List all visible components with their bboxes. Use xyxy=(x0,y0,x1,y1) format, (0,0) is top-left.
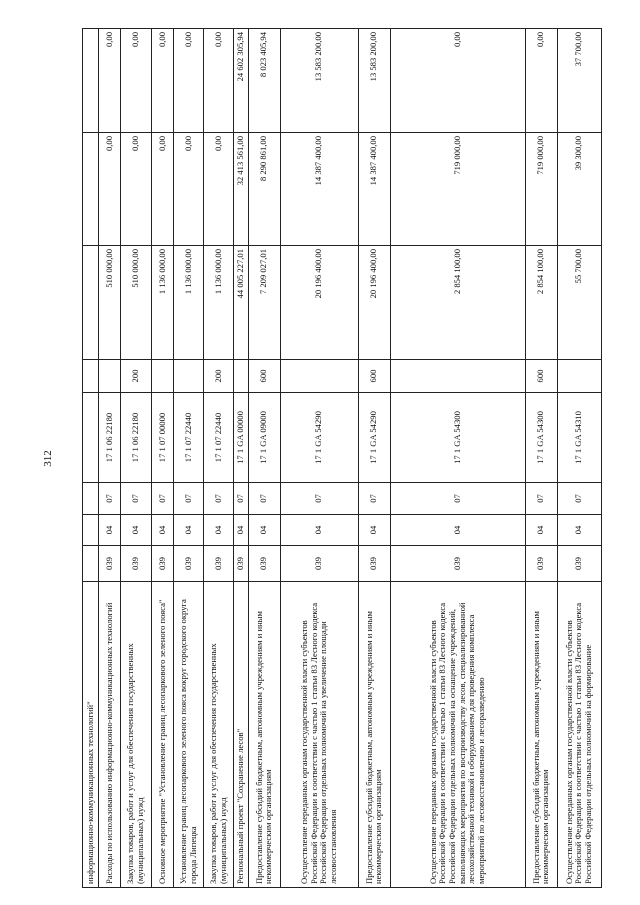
subsection-code-cell: 07 xyxy=(234,483,249,515)
table-row xyxy=(358,29,390,888)
expense-type-cell xyxy=(390,360,525,393)
table-row xyxy=(525,29,557,888)
amount-year3-cell: 0,00 xyxy=(152,29,174,133)
expense-type-cell xyxy=(83,360,99,393)
table-row xyxy=(557,29,601,888)
subsection-code-cell: 07 xyxy=(390,483,525,515)
table-row xyxy=(174,29,204,888)
item-name-cell: Предоставление субсидий бюджетным, автономным учреждениям и иным некоммерческим организациям xyxy=(248,582,280,888)
item-name-cell: Основное мероприятие "Установление границ лесопаркового зеленого пояса" xyxy=(152,582,174,888)
expense-type-cell: 600 xyxy=(525,360,557,393)
amount-year1-cell: 2 854 100,00 xyxy=(525,246,557,360)
amount-year3-cell xyxy=(83,29,99,133)
table-row xyxy=(204,29,234,888)
amount-year1-cell: 510 000,00 xyxy=(121,246,152,360)
amount-year1-cell: 1 136 000,00 xyxy=(204,246,234,360)
admin-code-cell: 039 xyxy=(525,546,557,582)
expense-type-cell xyxy=(280,360,358,393)
target-article-cell: 17 1 GA 54310 xyxy=(557,393,601,483)
section-code-cell: 04 xyxy=(557,515,601,546)
amount-year1-cell: 510 000,00 xyxy=(99,246,121,360)
amount-year2-cell: 8 290 861,00 xyxy=(248,133,280,246)
table-row xyxy=(121,29,152,888)
target-article-cell: 17 1 GA 54300 xyxy=(525,393,557,483)
admin-code-cell: 039 xyxy=(99,546,121,582)
item-name-cell: Расходы по использованию информационно-коммуникационных технологий xyxy=(99,582,121,888)
target-article-cell: 17 1 GA 09000 xyxy=(248,393,280,483)
amount-year2-cell: 0,00 xyxy=(174,133,204,246)
amount-year2-cell: 0,00 xyxy=(152,133,174,246)
amount-year2-cell: 719 000,00 xyxy=(525,133,557,246)
section-code-cell: 04 xyxy=(390,515,525,546)
table-row xyxy=(280,29,358,888)
amount-year2-cell xyxy=(83,133,99,246)
expense-type-cell xyxy=(557,360,601,393)
amount-year3-cell: 24 602 305,94 xyxy=(234,29,249,133)
amount-year2-cell: 32 413 561,00 xyxy=(234,133,249,246)
expense-type-cell: 200 xyxy=(204,360,234,393)
subsection-code-cell: 07 xyxy=(204,483,234,515)
expense-type-cell: 600 xyxy=(248,360,280,393)
amount-year3-cell: 0,00 xyxy=(99,29,121,133)
section-code-cell: 04 xyxy=(280,515,358,546)
subsection-code-cell: 07 xyxy=(174,483,204,515)
admin-code-cell: 039 xyxy=(152,546,174,582)
amount-year1-cell: 1 136 000,00 xyxy=(174,246,204,360)
target-article-cell: 17 1 GA 00000 xyxy=(234,393,249,483)
amount-year3-cell: 0,00 xyxy=(204,29,234,133)
target-article-cell: 17 1 GA 54290 xyxy=(358,393,390,483)
subsection-code-cell: 07 xyxy=(99,483,121,515)
section-code-cell: 04 xyxy=(234,515,249,546)
section-code-cell: 04 xyxy=(248,515,280,546)
subsection-code-cell: 07 xyxy=(248,483,280,515)
amount-year2-cell: 0,00 xyxy=(99,133,121,246)
item-name-cell: Осуществление переданных органам государственной власти субъектов Российской Федерации в соответствии с частью 1 статьи 83 Лесного кодекса Российской Федерации отдельных полномочий на увеличение площади лесовосстановления xyxy=(280,582,358,888)
amount-year2-cell: 0,00 xyxy=(121,133,152,246)
section-code-cell: 04 xyxy=(204,515,234,546)
section-code-cell: 04 xyxy=(99,515,121,546)
expense-type-cell xyxy=(99,360,121,393)
subsection-code-cell: 07 xyxy=(121,483,152,515)
subsection-code-cell: 07 xyxy=(152,483,174,515)
table-row xyxy=(152,29,174,888)
expense-type-cell xyxy=(234,360,249,393)
amount-year1-cell: 20 196 400,00 xyxy=(358,246,390,360)
amount-year1-cell: 20 196 400,00 xyxy=(280,246,358,360)
table-body xyxy=(83,29,602,888)
amount-year2-cell: 14 387 400,00 xyxy=(358,133,390,246)
item-name-cell: Закупка товаров, работ и услуг для обеспечения государственных (муниципальных) нужд xyxy=(121,582,152,888)
item-name-cell: Предоставление субсидий бюджетным, автономным учреждениям и иным некоммерческим организациям xyxy=(358,582,390,888)
target-article-cell: 17 1 GA 54290 xyxy=(280,393,358,483)
amount-year1-cell: 2 854 100,00 xyxy=(390,246,525,360)
expense-type-cell: 200 xyxy=(121,360,152,393)
amount-year2-cell: 14 387 400,00 xyxy=(280,133,358,246)
page-number: 312 xyxy=(42,450,54,467)
section-code-cell: 04 xyxy=(358,515,390,546)
item-name-cell: Осуществление переданных органам государственной власти субъектов Российской Федерации в соответствии с частью 1 статьи 83 Лесного кодекса Российской Федерации отдельных полномочий на формирование xyxy=(557,582,601,888)
rotated-page xyxy=(41,29,611,888)
amount-year1-cell: 7 209 027,01 xyxy=(248,246,280,360)
amount-year3-cell: 37 700,00 xyxy=(557,29,601,133)
subsection-code-cell: 07 xyxy=(280,483,358,515)
amount-year2-cell: 0,00 xyxy=(204,133,234,246)
admin-code-cell: 039 xyxy=(174,546,204,582)
amount-year1-cell: 55 700,00 xyxy=(557,246,601,360)
table-row xyxy=(390,29,525,888)
table-row xyxy=(234,29,249,888)
admin-code-cell: 039 xyxy=(557,546,601,582)
item-name-cell: Закупка товаров, работ и услуг для обеспечения государственных (муниципальных) нужд xyxy=(204,582,234,888)
section-code-cell xyxy=(83,515,99,546)
item-name-cell: Региональный проект "Сохранение лесов" xyxy=(234,582,249,888)
amount-year3-cell: 8 023 405,94 xyxy=(248,29,280,133)
amount-year2-cell: 719 000,00 xyxy=(390,133,525,246)
amount-year3-cell: 0,00 xyxy=(121,29,152,133)
target-article-cell xyxy=(83,393,99,483)
subsection-code-cell xyxy=(83,483,99,515)
item-name-cell: Осуществление переданных органам государственной власти субъектов Российской Федерации в соответствии с частью 1 статьи 83 Лесного кодекса Российской Федерации отдельных полномочий на оснащение учреждений, выполняющих мероприятия по воспроизводству лесов, специализированной лесохозяйственной техникой и оборудованием для проведения комплекса мероприятий по лесовосстановлению и лесоразведению xyxy=(390,582,525,888)
amount-year1-cell xyxy=(83,246,99,360)
admin-code-cell: 039 xyxy=(358,546,390,582)
target-article-cell: 17 1 07 00000 xyxy=(152,393,174,483)
target-article-cell: 17 1 GA 54300 xyxy=(390,393,525,483)
table-row xyxy=(83,29,99,888)
section-code-cell: 04 xyxy=(174,515,204,546)
table-row xyxy=(99,29,121,888)
target-article-cell: 17 1 06 22180 xyxy=(99,393,121,483)
target-article-cell: 17 1 06 22180 xyxy=(121,393,152,483)
amount-year3-cell: 0,00 xyxy=(174,29,204,133)
admin-code-cell: 039 xyxy=(234,546,249,582)
admin-code-cell: 039 xyxy=(390,546,525,582)
table-row xyxy=(248,29,280,888)
subsection-code-cell: 07 xyxy=(525,483,557,515)
admin-code-cell: 039 xyxy=(280,546,358,582)
target-article-cell: 17 1 07 22440 xyxy=(174,393,204,483)
expense-type-cell: 600 xyxy=(358,360,390,393)
item-name-cell: Предоставление субсидий бюджетным, автономным учреждениям и иным некоммерческим организациям xyxy=(525,582,557,888)
amount-year3-cell: 13 583 200,00 xyxy=(280,29,358,133)
subsection-code-cell: 07 xyxy=(557,483,601,515)
admin-code-cell: 039 xyxy=(248,546,280,582)
amount-year3-cell: 13 583 200,00 xyxy=(358,29,390,133)
expense-type-cell xyxy=(174,360,204,393)
amount-year2-cell: 39 300,00 xyxy=(557,133,601,246)
target-article-cell: 17 1 07 22440 xyxy=(204,393,234,483)
section-code-cell: 04 xyxy=(525,515,557,546)
section-code-cell: 04 xyxy=(121,515,152,546)
expense-type-cell xyxy=(152,360,174,393)
section-code-cell: 04 xyxy=(152,515,174,546)
amount-year1-cell: 1 136 000,00 xyxy=(152,246,174,360)
item-name-cell: Установление границ лесопаркового зеленого пояса вокруг городского округа города Липецка xyxy=(174,582,204,888)
budget-table xyxy=(82,28,602,888)
amount-year1-cell: 44 005 227,01 xyxy=(234,246,249,360)
item-name-cell: информационно-коммуникационных технологий" xyxy=(83,582,99,888)
admin-code-cell: 039 xyxy=(204,546,234,582)
subsection-code-cell: 07 xyxy=(358,483,390,515)
amount-year3-cell: 0,00 xyxy=(390,29,525,133)
admin-code-cell: 039 xyxy=(121,546,152,582)
admin-code-cell xyxy=(83,546,99,582)
amount-year3-cell: 0,00 xyxy=(525,29,557,133)
